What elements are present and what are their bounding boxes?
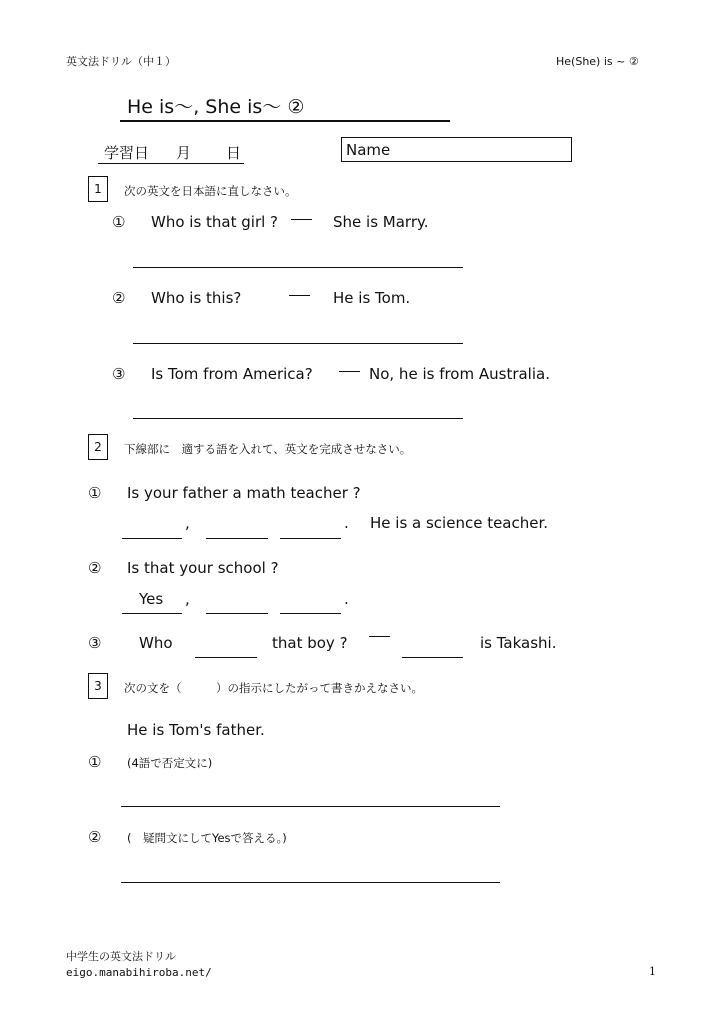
page-title: He is～, She is～ ②: [127, 96, 305, 118]
s2-item1-marker: ①: [88, 484, 102, 502]
s2-item3-dash: [369, 636, 390, 637]
s2-item1-blank2[interactable]: [206, 538, 268, 539]
name-label: Name: [346, 141, 391, 159]
section1-number: 1: [88, 176, 108, 202]
s1-item2-answer: He is Tom.: [333, 289, 411, 307]
s1-item3-question: Is Tom from America?: [151, 365, 313, 383]
s2-item2-blank1[interactable]: [122, 613, 182, 614]
s2-item2-comma: ,: [185, 590, 190, 608]
s1-item3-answer: No, he is from Australia.: [369, 365, 550, 383]
s2-item3-blank2[interactable]: [402, 657, 463, 658]
s1-item2-question: Who is this?: [151, 289, 242, 307]
s2-item3-word2: that boy ?: [272, 634, 348, 652]
s1-item3-dash: [339, 371, 360, 372]
s1-item3-answer-line[interactable]: [133, 418, 463, 419]
s2-item1-blank1[interactable]: [122, 538, 182, 539]
section2-number: 2: [88, 434, 108, 460]
s2-item1-period: .: [344, 514, 349, 532]
s1-item1-marker: ①: [112, 213, 126, 231]
s3-item1-marker: ①: [88, 753, 102, 771]
s2-item3-tail: is Takashi.: [480, 634, 557, 652]
section1-instruction: 次の英文を日本語に直しなさい。: [124, 184, 297, 198]
name-field[interactable]: [341, 137, 572, 162]
s2-item1-question: Is your father a math teacher ?: [127, 484, 361, 502]
s1-item2-marker: ②: [112, 289, 126, 307]
s1-item2-dash: [289, 295, 310, 296]
s2-item3-marker: ③: [88, 634, 102, 652]
footer-title: 中学生の英文法ドリル: [66, 950, 176, 963]
month-label: 月: [176, 144, 192, 162]
date-underline: [98, 163, 244, 164]
title-underline: [120, 120, 450, 122]
s2-item1-blank3[interactable]: [280, 538, 341, 539]
footer-url[interactable]: eigo.manabihiroba.net/: [66, 966, 212, 979]
s1-item1-question: Who is that girl ?: [151, 213, 279, 231]
s3-sentence: He is Tom's father.: [127, 721, 265, 739]
s3-item2-marker: ②: [88, 828, 102, 846]
s2-item2-question: Is that your school ?: [127, 559, 279, 577]
header-right: He(She) is ~ ②: [556, 55, 639, 68]
s1-item1-answer: She is Marry.: [333, 213, 429, 231]
page-number: 1: [649, 965, 656, 978]
s2-item3-word1: Who: [139, 634, 173, 652]
study-day-label: 学習日: [104, 144, 150, 162]
s3-item1-answer-line[interactable]: [121, 806, 500, 807]
day-label: 日: [226, 144, 242, 162]
section2-instruction: 下線部に 適する語を入れて、英文を完成させなさい。: [124, 442, 412, 456]
s3-item1-direction: (4語で否定文に): [127, 756, 213, 770]
s1-item2-answer-line[interactable]: [133, 343, 463, 344]
header-left: 英文法ドリル（中１）: [66, 55, 176, 68]
s1-item1-dash: [291, 219, 312, 220]
s2-item2-marker: ②: [88, 559, 102, 577]
s1-item3-marker: ③: [112, 365, 126, 383]
s2-item2-prefill: Yes: [139, 590, 164, 608]
s3-item2-answer-line[interactable]: [121, 882, 500, 883]
s2-item2-period: .: [344, 590, 349, 608]
s2-item1-tail: He is a science teacher.: [370, 514, 549, 532]
section3-number: 3: [88, 673, 108, 699]
s3-item2-direction: ( 疑問文にしてYesで答える。): [127, 831, 287, 845]
s2-item1-comma: ,: [185, 514, 190, 532]
s2-item2-blank3[interactable]: [280, 613, 341, 614]
s1-item1-answer-line[interactable]: [133, 267, 463, 268]
s2-item3-blank1[interactable]: [195, 657, 257, 658]
s2-item2-blank2[interactable]: [206, 613, 268, 614]
section3-instruction: 次の文を（ ）の指示にしたがって書きかえなさい。: [124, 681, 423, 695]
